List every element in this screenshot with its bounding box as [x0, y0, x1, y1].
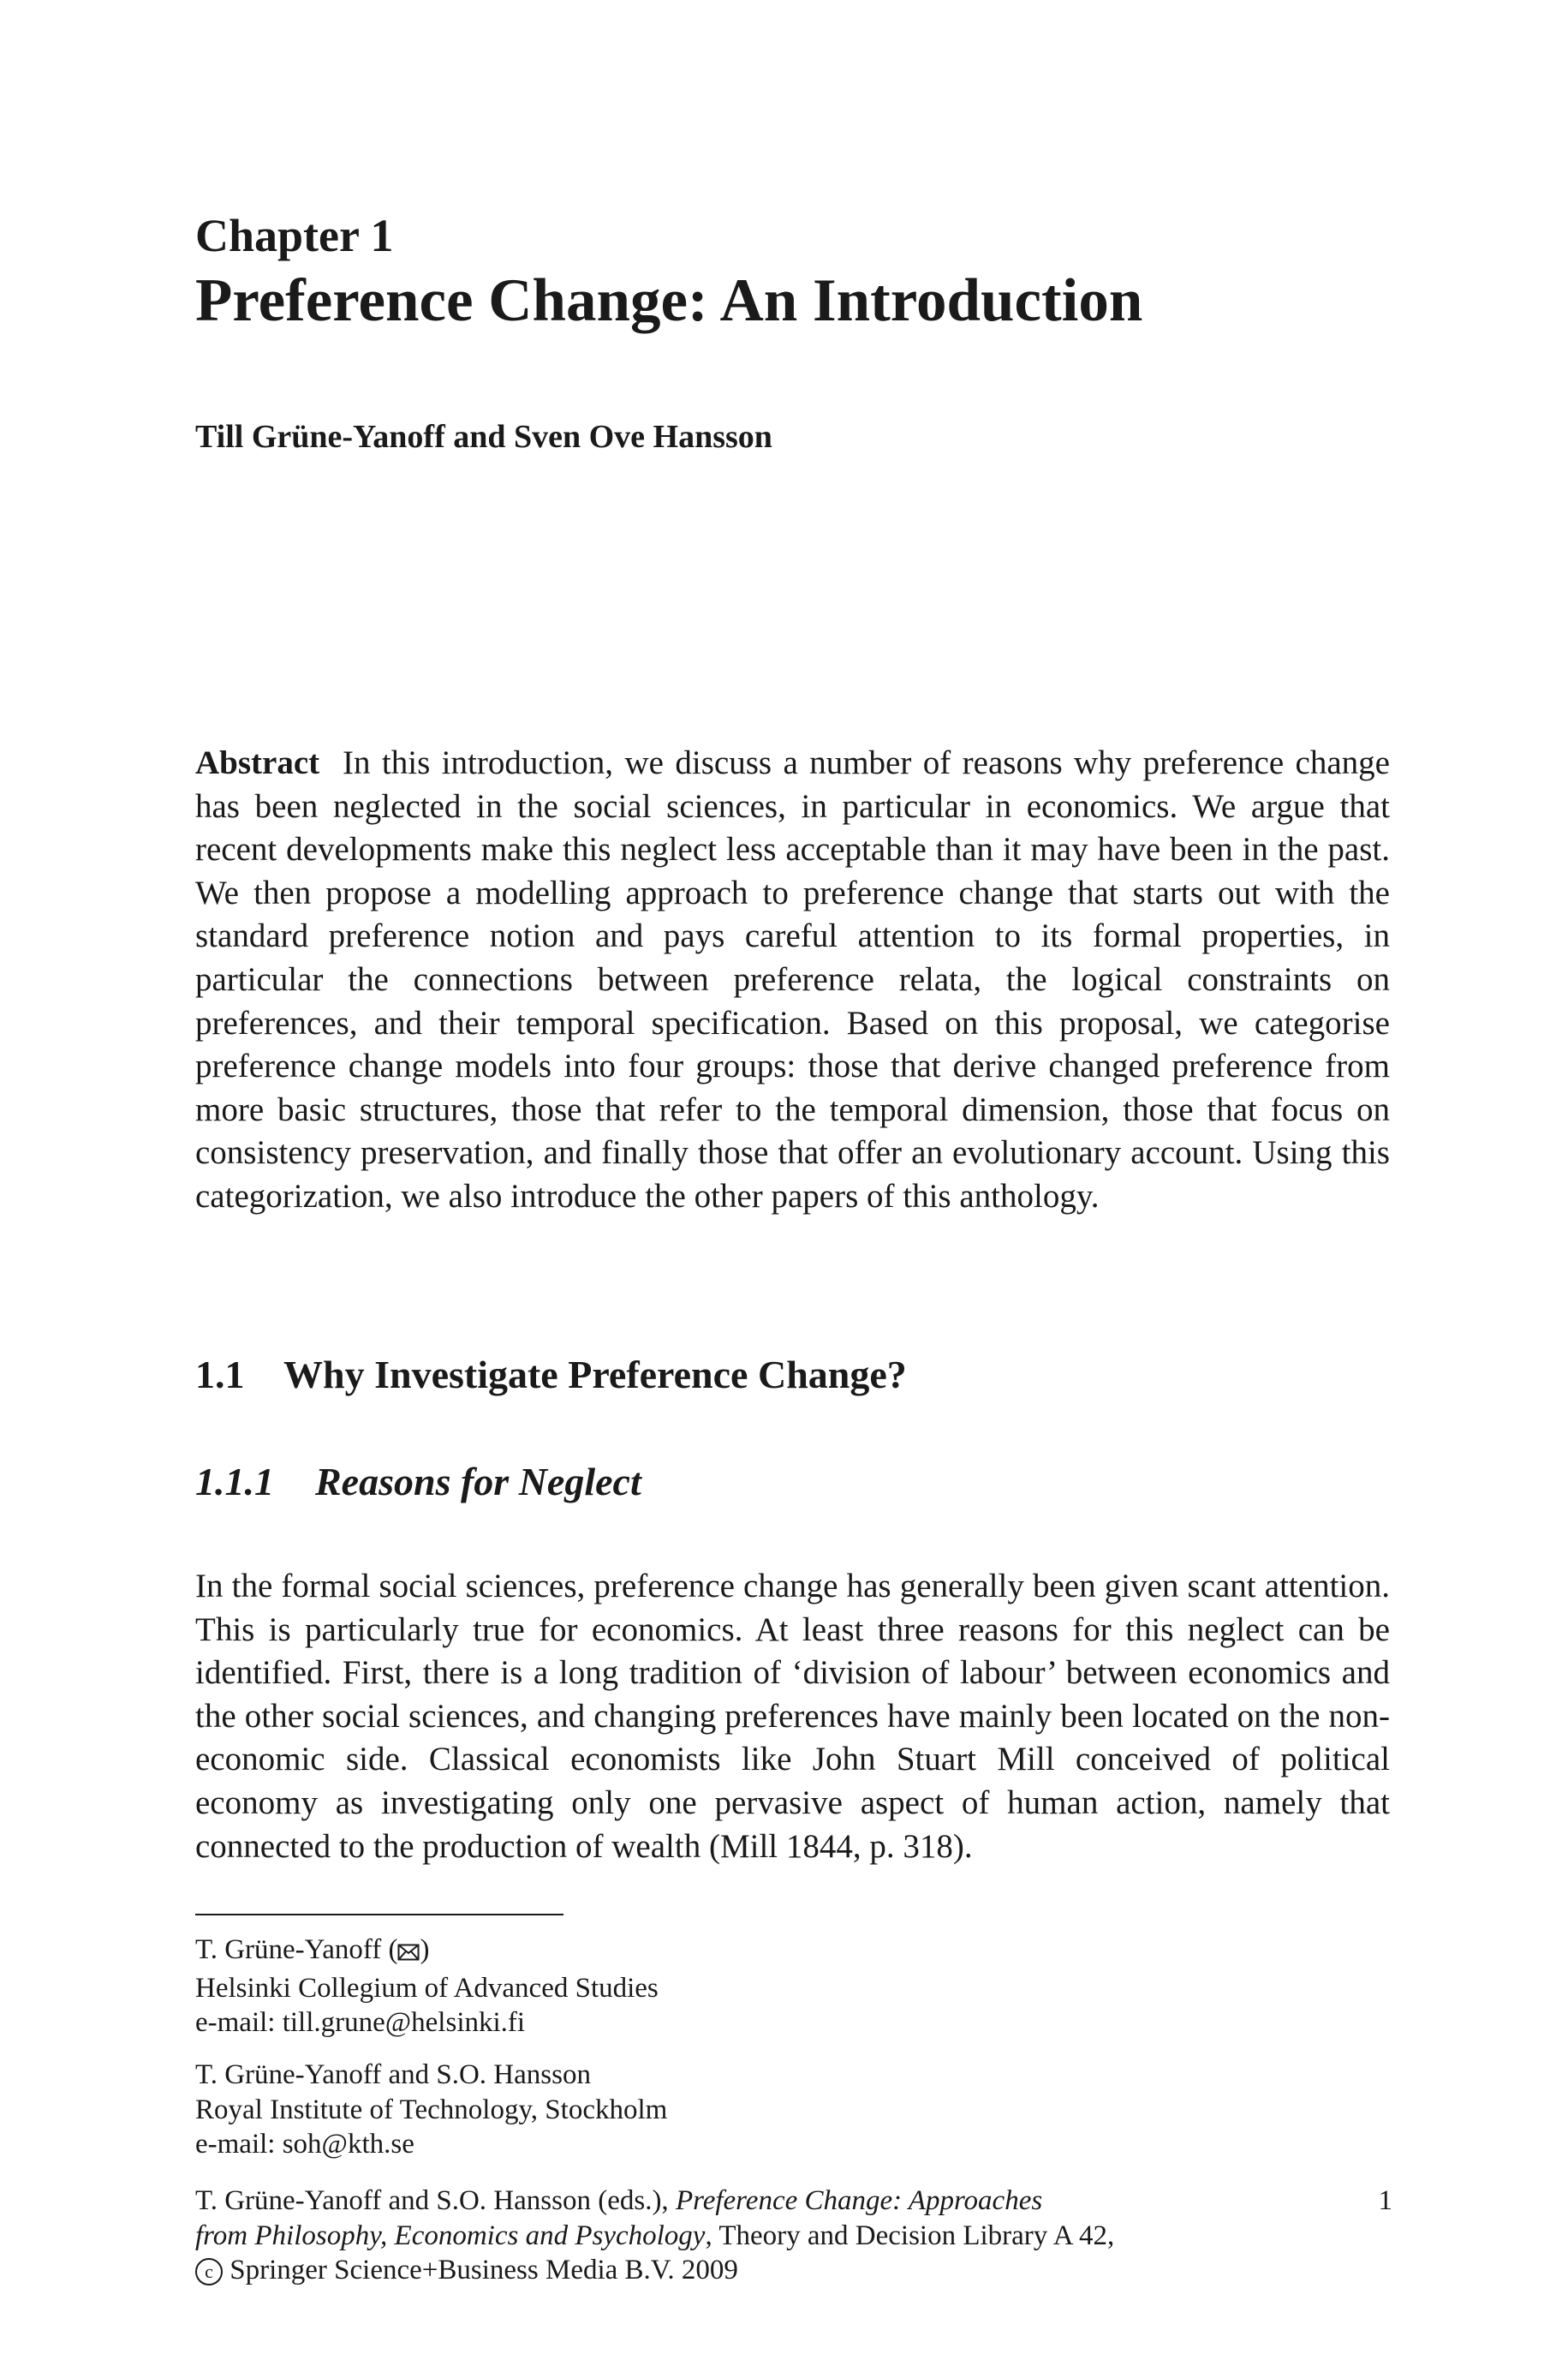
abstract-label: Abstract — [195, 744, 320, 781]
copyright-text: Springer Science+Business Media B.V. 2009 — [223, 2255, 738, 2285]
series-info: , Theory and Decision Library A 42, — [705, 2220, 1115, 2251]
section-number: 1.1 — [195, 1353, 245, 1396]
footnote-2-institution: Royal Institute of Technology, Stockholm — [195, 2094, 668, 2125]
chapter-title: Preference Change: An Introduction — [195, 267, 1143, 334]
subsection-heading — [195, 1459, 641, 1504]
abstract-text: In this introduction, we discuss a number of reasons why preference change has been neglected in the social sciences, in particular in economics. We argue that recent developments make this neglect less acceptable than it may have been in the past. We then propose a modelling approach to preference change that starts out with the standard preference notion and pays careful attention to its formal properties, in particular the connections between preference relata, the logical constraints on preferences, and their temporal specification. Based on this proposal, we categorise preference change models into four groups: those that derive changed preference from more basic structures, those that refer to the temporal dimension, those that focus on consistency preservation, and finally those that offer an evolutionary account. Using this categorization, we also introduce the other papers of this anthology. — [195, 744, 1390, 1215]
footnote-affiliation-2 — [195, 2058, 667, 2162]
chapter-label: Chapter 1 — [195, 210, 394, 261]
envelope-icon — [397, 1936, 420, 1971]
footnote-1-email[interactable]: e-mail: till.grune@helsinki.fi — [195, 2007, 526, 2038]
section-title: Why Investigate Preference Change? — [283, 1353, 907, 1396]
section-heading — [195, 1352, 907, 1397]
footnote-affiliation-1: T. Grüne-Yanoff ( ) Helsinki Collegium of Advanced Studies e-mail: till.grune@helsinki.fi — [195, 1933, 659, 2040]
publication-info — [195, 2184, 1114, 2288]
subsection-title: Reasons for Neglect — [315, 1460, 641, 1503]
book-title-line-2: from Philosophy, Economics and Psychology — [195, 2220, 706, 2251]
footnote-2-email[interactable]: e-mail: soh@kth.se — [195, 2129, 414, 2160]
publication-editors: T. Grüne-Yanoff and S.O. Hansson (eds.), — [195, 2185, 676, 2216]
page-number: 1 — [1378, 2185, 1392, 2216]
authors: Till Grüne-Yanoff and Sven Ove Hansson — [195, 419, 772, 455]
footnote-1-institution: Helsinki Collegium of Advanced Studies — [195, 1972, 659, 2004]
abstract — [195, 742, 1390, 1219]
body-paragraph: In the formal social sciences, preference change has generally been given scant attention. This is particularly true for economics. At least three reasons for this neglect can be identified. First, there is a long tradition of ‘division of labour’ between economics and the other social sciences, and changing preferences have mainly been located on the non-economic side. Classical economists like John Stuart Mill conceived of political economy as investigating only one pervasive aspect of human action, namely that connected to the production of wealth (Mill 1844, p. 318). — [195, 1568, 1390, 1865]
footnote-1-name: T. Grüne-Yanoff — [195, 1934, 382, 1965]
subsection-number: 1.1.1 — [195, 1460, 274, 1503]
book-title-line-1: Preference Change: Approaches — [675, 2185, 1043, 2216]
copyright-icon: c — [195, 2258, 223, 2285]
footnote-2-name: T. Grüne-Yanoff and S.O. Hansson — [195, 2059, 591, 2090]
footnote-divider — [195, 1914, 563, 1915]
